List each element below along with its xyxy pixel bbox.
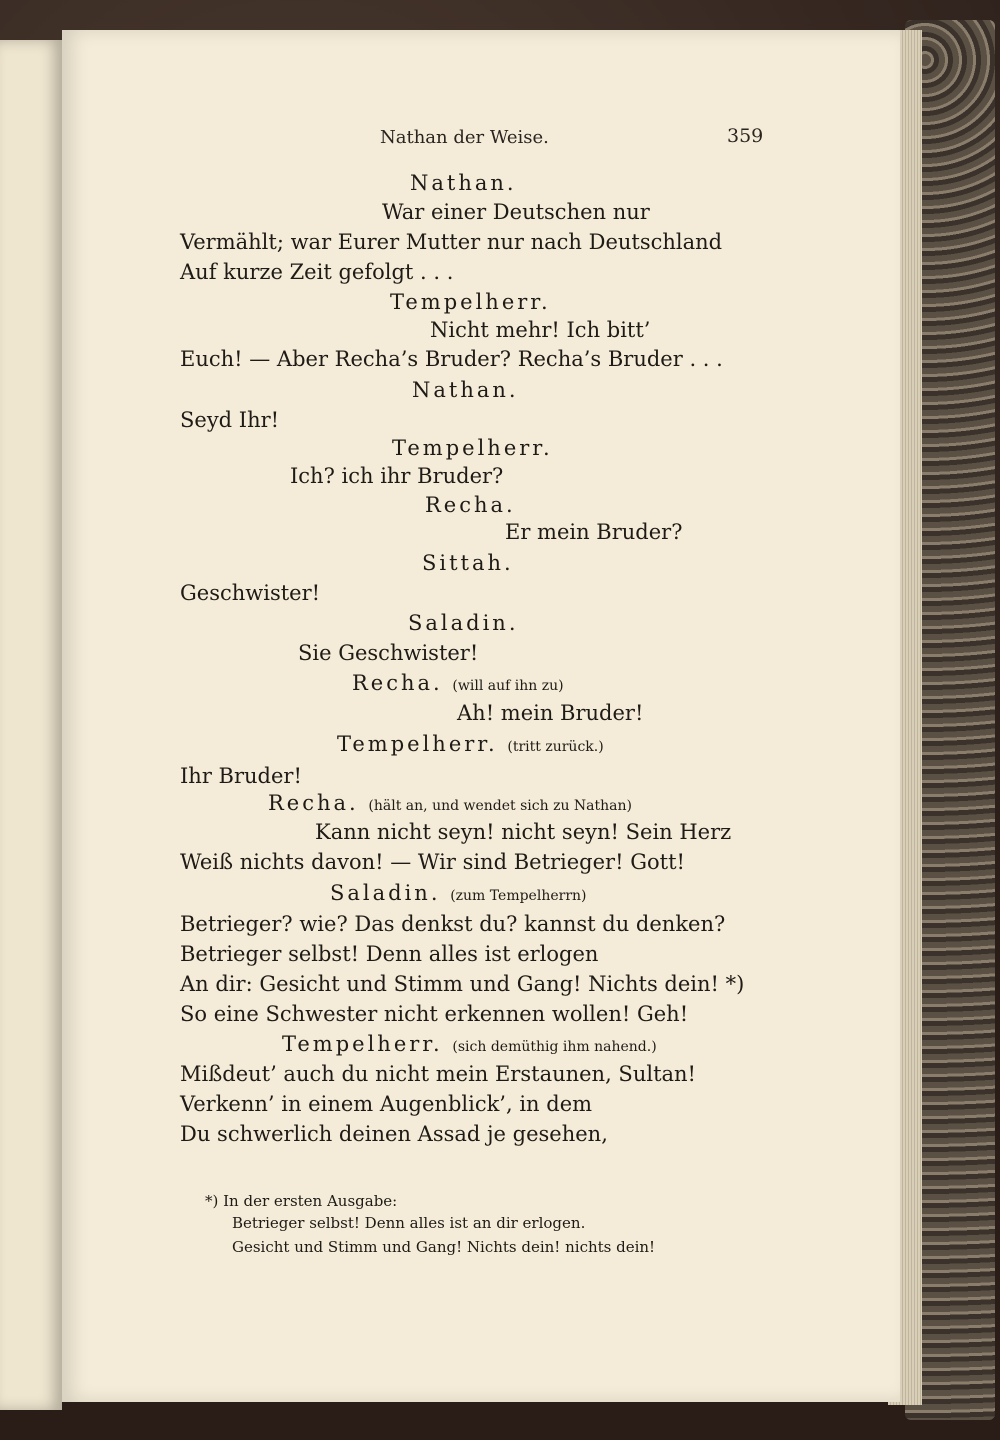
verse-line: Geschwister! <box>180 581 321 605</box>
speaker-name: Tempelherr. <box>282 1032 443 1056</box>
footnote-line: Betrieger selbst! Denn alles ist an dir erlogen. <box>232 1214 586 1232</box>
stage-direction: (hält an, und wendet sich zu Nathan) <box>368 798 632 814</box>
speaker-tempelherr <box>337 731 604 760</box>
verse-line: Verkenn’ in einem Augenblick’, in dem <box>180 1092 593 1116</box>
verse-line: Ihr Bruder! <box>180 764 302 788</box>
speaker-name: Recha. <box>352 671 443 695</box>
page-number: 359 <box>727 125 764 147</box>
footnote-line: Gesicht und Stimm und Gang! Nichts dein! nichts dein! <box>232 1238 656 1256</box>
verse-line: Sie Geschwister! <box>298 641 479 665</box>
speaker-recha <box>352 670 564 699</box>
speaker-name: Saladin. <box>330 881 441 905</box>
left-page <box>0 40 62 1410</box>
running-header: Nathan der Weise. <box>380 127 549 148</box>
speaker-tempelherr: Tempelherr. <box>392 436 553 460</box>
verse-line: So eine Schwester nicht erkennen wollen! Geh! <box>180 1002 689 1026</box>
verse-line: Ich? ich ihr Bruder? <box>290 464 504 488</box>
verse-line: Auf kurze Zeit gefolgt . . . <box>180 260 454 284</box>
verse-line: Weiß nichts davon! — Wir sind Betrieger! Gott! <box>180 850 685 874</box>
speaker-tempelherr: Tempelherr. <box>390 290 551 314</box>
stage-direction: (will auf ihn zu) <box>452 678 564 694</box>
verse-line: An dir: Gesicht und Stimm und Gang! Nichts dein! *) <box>180 972 745 996</box>
speaker-nathan: Nathan. <box>410 171 517 195</box>
footnote-line: *) In der ersten Ausgabe: <box>205 1192 398 1210</box>
speaker-nathan: Nathan. <box>412 378 519 402</box>
verse-line: Betrieger selbst! Denn alles ist erlogen <box>180 942 599 966</box>
verse-line: War einer Deutschen nur <box>382 200 650 224</box>
stage-direction: (tritt zurück.) <box>507 739 604 755</box>
verse-line: Betrieger? wie? Das denkst du? kannst du denken? <box>180 912 726 936</box>
speaker-saladin: Saladin. <box>408 611 519 635</box>
speaker-tempelherr <box>282 1031 657 1060</box>
speaker-saladin <box>330 880 586 909</box>
verse-line: Euch! — Aber Recha’s Bruder? Recha’s Bruder . . . <box>180 347 723 371</box>
verse-line: Kann nicht seyn! nicht seyn! Sein Herz <box>315 820 732 844</box>
verse-line: Mißdeut’ auch du nicht mein Erstaunen, Sultan! <box>180 1062 696 1086</box>
speaker-name: Tempelherr. <box>337 732 498 756</box>
verse-line: Nicht mehr! Ich bitt’ <box>430 318 651 342</box>
speaker-name: Recha. <box>268 791 359 815</box>
verse-line: Ah! mein Bruder! <box>457 701 644 725</box>
stage-direction: (sich demüthig ihm nahend.) <box>452 1039 657 1055</box>
verse-line: Seyd Ihr! <box>180 408 280 432</box>
verse-line: Du schwerlich deinen Assad je gesehen, <box>180 1122 608 1146</box>
speaker-recha <box>268 790 632 819</box>
verse-line: Er mein Bruder? <box>505 520 683 544</box>
speaker-recha: Recha. <box>425 493 516 517</box>
speaker-sittah: Sittah. <box>422 551 514 575</box>
verse-line: Vermählt; war Eurer Mutter nur nach Deutschland <box>180 230 723 254</box>
stage-direction: (zum Tempelherrn) <box>450 888 587 904</box>
